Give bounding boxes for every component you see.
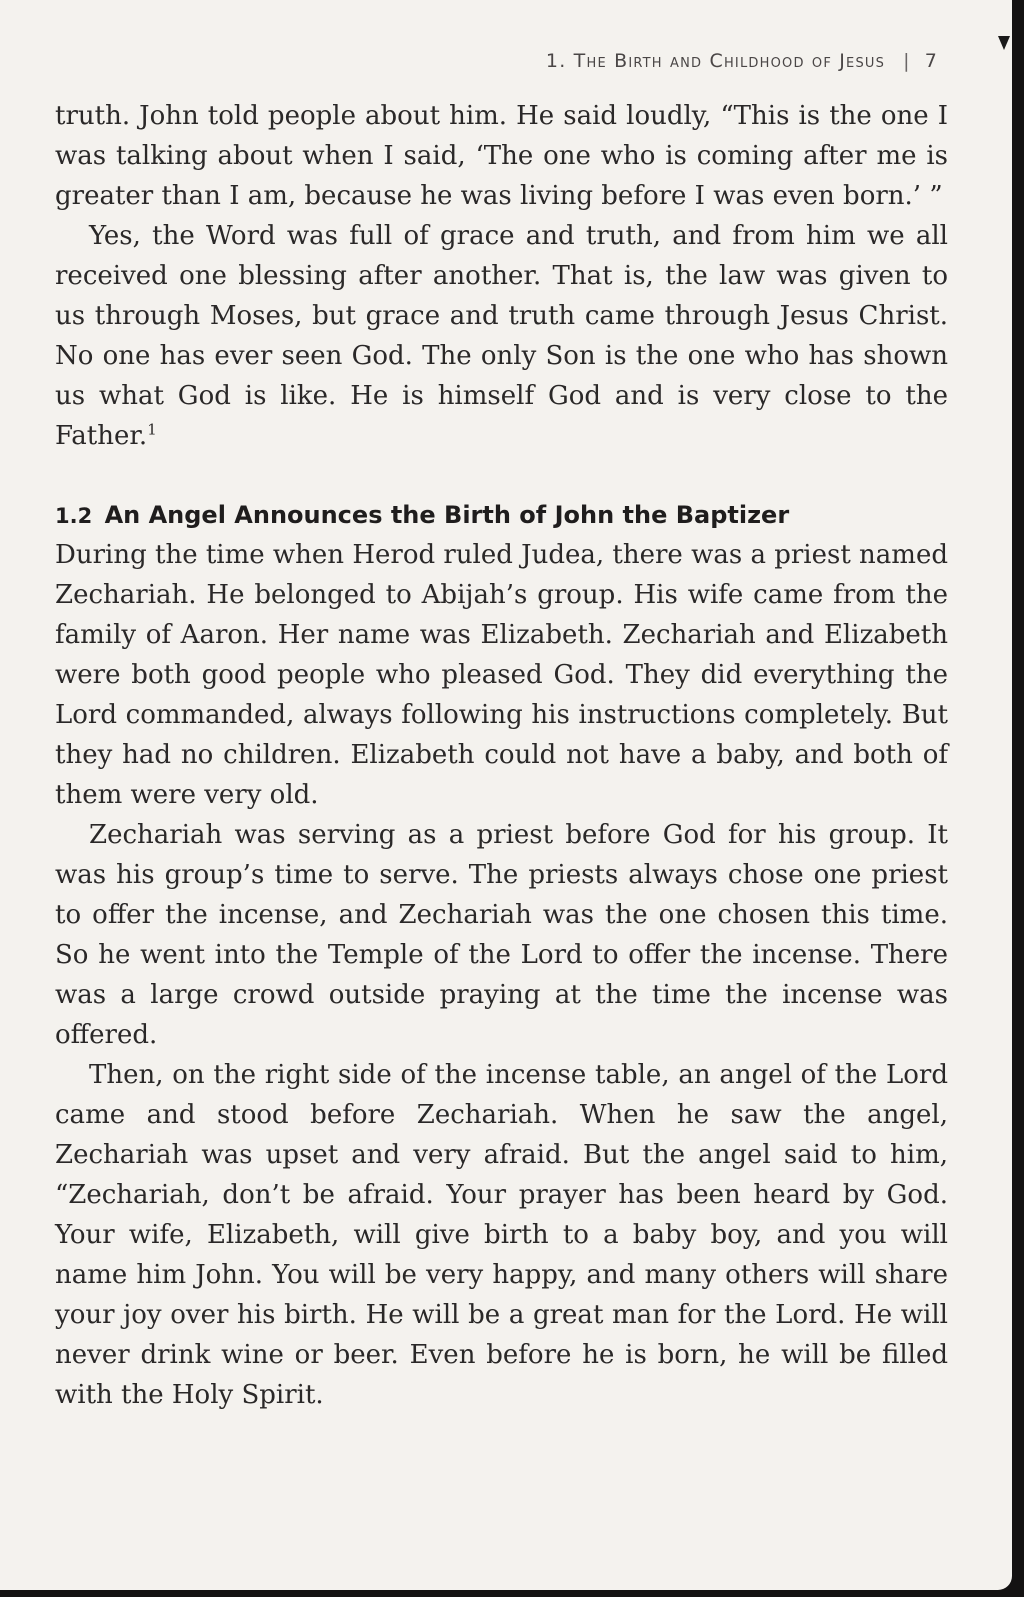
page-corner-mark [998, 36, 1010, 50]
paragraph-4: Zechariah was serving as a priest before God for his group. It was his group’s time to serve. The priests always chose one priest to offer the incense, and Zechariah was the one chosen this time. So he went into the Temple of the Lord to offer the incense. There was a large crowd outside praying at the time the incense was offered. [55, 820, 948, 1050]
page-body [55, 96, 948, 1415]
paragraph-3: During the time when Herod ruled Judea, there was a priest named Zechariah. He belonged to Abijah’s group. His wife came from the family of Aaron. Her name was Elizabeth. Zechariah and Elizabeth were both good people who pleased God. They did everything the Lord commanded, always following his instructions completely. But they had no children. Elizabeth could not have a baby, and both of them were very old. [55, 540, 948, 810]
section-number: 1.2 [55, 504, 93, 528]
section-heading [55, 496, 948, 535]
paragraph-2-text: Yes, the Word was full of grace and truth, and from him we all received one blessing after another. That is, the law was given to us through Moses, but grace and truth came through Jesus Christ. No one has ever seen God. The only Son is the one who has shown us what God is like. He is himself God and is very close to the Father. [55, 221, 948, 451]
running-head-chapter: 1. The Birth and Childhood of Jesus [545, 50, 886, 72]
paragraph-2 [55, 216, 948, 456]
running-head [546, 50, 938, 72]
paragraph-5: Then, on the right side of the incense table, an angel of the Lord came and stood before Zechariah. When he saw the angel, Zechariah was upset and very afraid. But the angel said to him, “Zechariah, don’t be afraid. Your prayer has been heard by God. Your wife, Elizabeth, will give birth to a baby boy, and you will name him John. You will be very happy, and many others will share your joy over his birth. He will be a great man for the Lord. He will never drink wine or beer. Even before he is born, he will be filled with the Holy Spirit. [55, 1060, 948, 1410]
section-title: An Angel Announces the Birth of John the Baptizer [104, 501, 790, 529]
running-head-separator: | [903, 50, 911, 72]
page-number: 7 [924, 50, 938, 72]
paragraph-1: truth. John told people about him. He said loudly, “This is the one I was talking about when I said, ‘The one who is coming after me is greater than I am, because he was living before I was even born.’ ” [55, 101, 948, 211]
footnote-marker: 1 [147, 420, 157, 439]
